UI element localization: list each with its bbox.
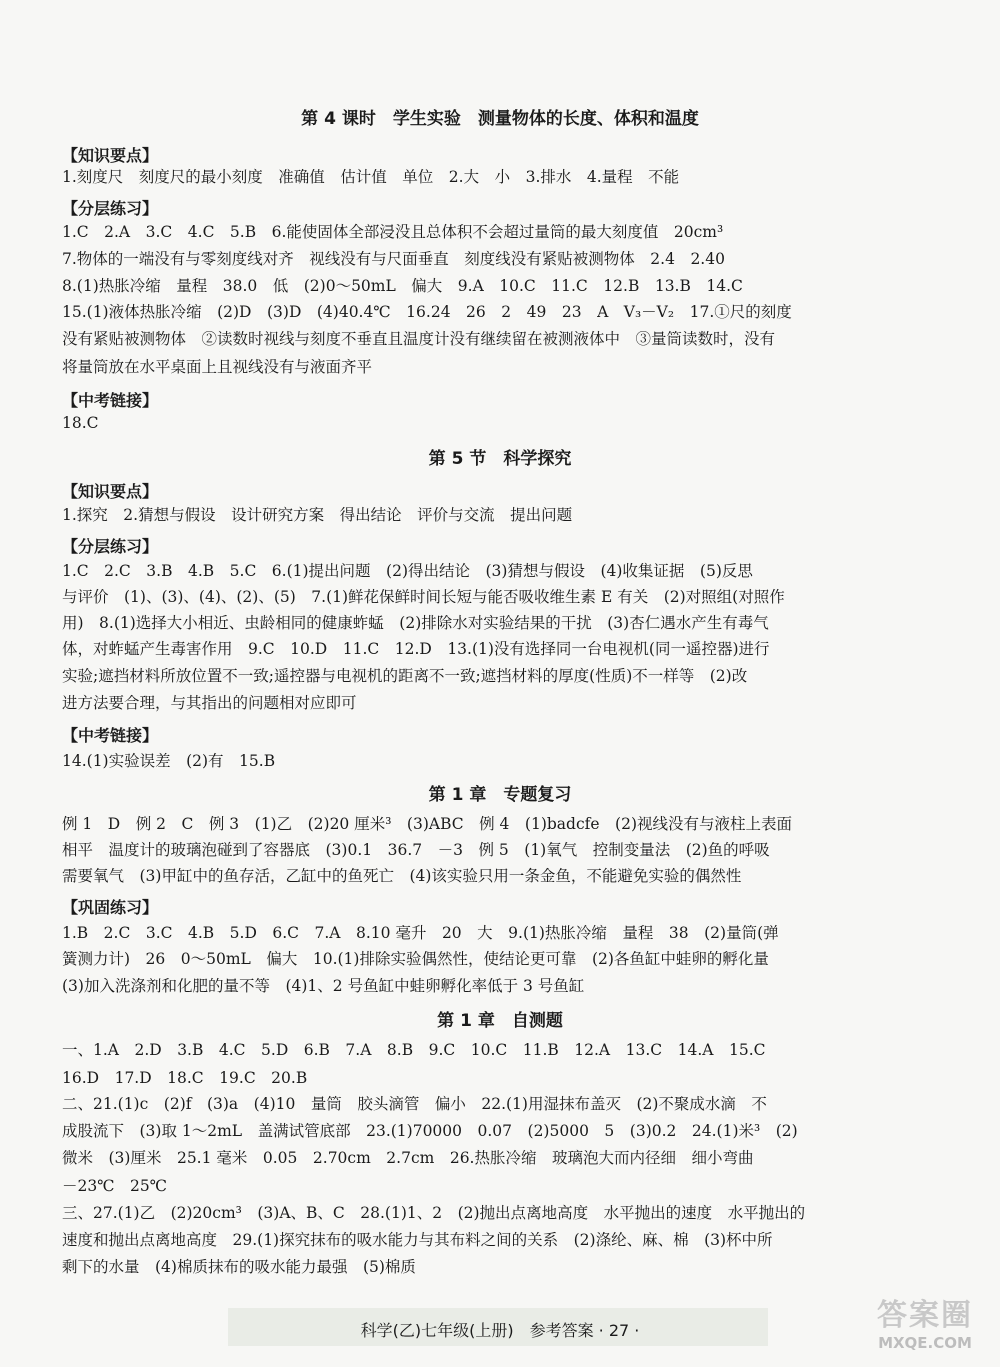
watermark (860, 1290, 990, 1360)
section-tag: 【分层练习】 (62, 537, 159, 556)
answer-line: 三、27.(1)乙 (2)20cm³ (3)A、B、C 28.(1)1、2 (2)抛出点离地高度 水平抛出的速度 水平抛出的 (62, 1204, 806, 1222)
section-title: 第 1 章 专题复习 (428, 785, 572, 805)
answer-line: 1.探究 2.猜想与假设 设计研究方案 得出结论 评价与交流 提出问题 (62, 506, 573, 524)
answer-line: 实验;遮挡材料所放位置不一致;遥控器与电视机的距离不一致;遮挡材料的厚度(性质)不一样等 (2)改 (62, 667, 748, 685)
section-title: 第 1 章 自测题 (437, 1011, 563, 1031)
answer-line: 相平 温度计的玻璃泡碰到了容器底 (3)0.1 36.7 －3 例 5 (1)氧气 控制变量法 (2)鱼的呼吸 (62, 841, 770, 859)
answer-line: 进方法要合理，与其指出的问题相对应即可 (62, 694, 357, 712)
answer-line: 簧测力计) 26 0～50mL 偏大 10.(1)排除实验偶然性，使结论更可靠 (2)各鱼缸中蛙卵的孵化量 (62, 950, 769, 968)
answer-line: 体，对蚱蜢产生毒害作用 9.C 10.D 11.C 12.D 13.(1)没有选择同一台电视机(同一遥控器)进行 (62, 640, 770, 658)
answer-line: －23℃ 25℃ (62, 1177, 168, 1195)
answer-line: 速度和抛出点离地高度 29.(1)探究抹布的吸水能力与其布料之间的关系 (2)涤纶、麻、棉 (3)杯中所 (62, 1231, 773, 1249)
answer-line: 成股流下 (3)取 1～2mL 盖满试管底部 23.(1)70000 0.07 (2)5000 5 (3)0.2 24.(1)米³ (2) (62, 1122, 798, 1140)
answer-line: 与评价 (1)、(3)、(4)、(2)、(5) 7.(1)鲜花保鲜时间长短与能否吸收维生素 E 有关 (2)对照组(对照作 (62, 588, 785, 606)
section-title: 第 4 课时 学生实验 测量物体的长度、体积和温度 (301, 109, 699, 129)
answer-line: 二、21.(1)c (2)f (3)a (4)10 量筒 胶头滴管 偏小 22.(1)用湿抹布盖灭 (2)不聚成水滴 不 (62, 1095, 767, 1113)
answer-line: 15.(1)液体热胀冷缩 (2)D (3)D (4)40.4℃ 16.24 26 2 49 23 A V₃－V₂ 17.①尺的刻度 (62, 303, 792, 321)
answer-line: 没有紧贴被测物体 ②读数时视线与刻度不垂直且温度计没有继续留在被测液体中 ③量筒读数时，没有 (62, 330, 776, 348)
section-tag: 【巩固练习】 (62, 898, 159, 917)
section-tag: 【知识要点】 (62, 146, 159, 165)
section-tag: 【分层练习】 (62, 199, 159, 218)
answer-line: 用) 8.(1)选择大小相近、虫龄相同的健康蚱蜢 (2)排除水对实验结果的干扰 (3)杏仁遇水产生有毒气 (62, 614, 769, 632)
answer-line: 例 1 D 例 2 C 例 3 (1)乙 (2)20 厘米³ (3)ABC 例 4 (1)badcfe (2)视线没有与液柱上表面 (62, 815, 792, 833)
answer-line: 一、1.A 2.D 3.B 4.C 5.D 6.B 7.A 8.B 9.C 10.C 11.B 12.A 13.C 14.A 15.C (62, 1041, 766, 1059)
answer-line: 1.C 2.C 3.B 4.B 5.C 6.(1)提出问题 (2)得出结论 (3)猜想与假设 (4)收集证据 (5)反思 (62, 562, 753, 580)
answer-line: 将量筒放在水平桌面上且视线没有与液面齐平 (62, 358, 373, 376)
answer-line: 微米 (3)厘米 25.1 毫米 0.05 2.70cm 2.7cm 26.热胀冷缩 玻璃泡大而内径细 细小弯曲 (62, 1149, 754, 1167)
answer-line: 1.B 2.C 3.C 4.B 5.D 6.C 7.A 8.10 毫升 20 大 9.(1)热胀冷缩 量程 38 (2)量筒(弹 (62, 924, 779, 942)
section-tag: 【中考链接】 (62, 391, 159, 410)
section-title: 第 5 节 科学探究 (428, 449, 572, 469)
section-tag: 【中考链接】 (62, 726, 159, 745)
answer-line: 1.刻度尺 刻度尺的最小刻度 准确值 估计值 单位 2.大 小 3.排水 4.量程 不能 (62, 168, 680, 186)
answer-line: 1.C 2.A 3.C 4.C 5.B 6.能使固体全部浸没且总体积不会超过量筒的最大刻度值 20cm³ (62, 223, 724, 241)
page-footer: 科学(乙)七年级(上册) 参考答案 · 27 · (360, 1321, 640, 1340)
answer-line: (3)加入洗涤剂和化肥的量不等 (4)1、2 号鱼缸中蛙卵孵化率低于 3 号鱼缸 (62, 977, 585, 995)
answer-line: 需要氧气 (3)甲缸中的鱼存活，乙缸中的鱼死亡 (4)该实验只用一条金鱼，不能避免实验的偶然性 (62, 867, 742, 885)
section-tag: 【知识要点】 (62, 482, 159, 501)
watermark-logo: 答案圈 (877, 1298, 973, 1333)
watermark-site: MXQE.COM (878, 1334, 972, 1352)
answer-line: 16.D 17.D 18.C 19.C 20.B (62, 1069, 308, 1087)
answer-line: 8.(1)热胀冷缩 量程 38.0 低 (2)0～50mL 偏大 9.A 10.C 11.C 12.B 13.B 14.C (62, 277, 743, 295)
answer-line: 7.物体的一端没有与零刻度线对齐 视线没有与尺面垂直 刻度线没有紧贴被测物体 2.4 2.40 (62, 250, 725, 268)
answer-line: 剩下的水量 (4)棉质抹布的吸水能力最强 (5)棉质 (62, 1258, 416, 1276)
answer-line: 18.C (62, 414, 99, 432)
answer-line: 14.(1)实验误差 (2)有 15.B (62, 752, 276, 770)
